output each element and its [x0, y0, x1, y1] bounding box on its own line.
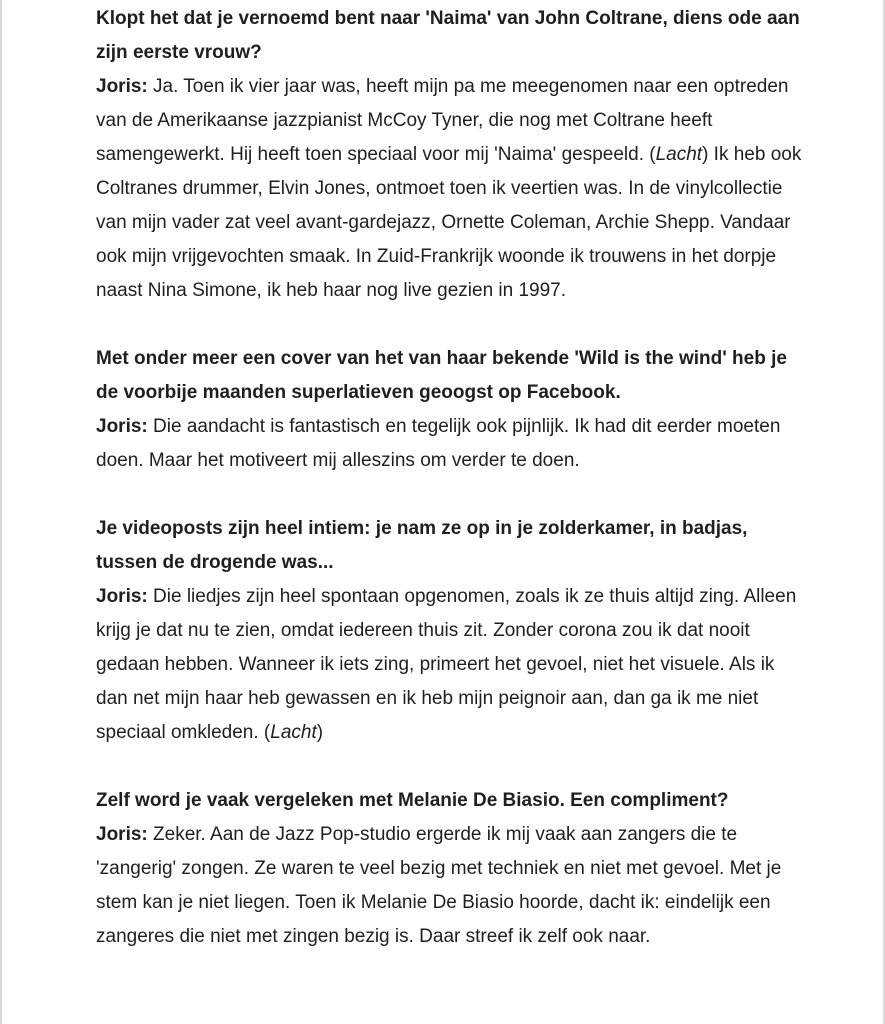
answer-text: )	[316, 722, 324, 743]
question-videoposts: Je videoposts zijn heel intiem: je nam ze op in je zolderkamer, in badjas, tussen de drogende was...	[96, 518, 748, 573]
answer-naima	[96, 70, 806, 308]
answer-text: Die liedjes zijn heel spontaan opgenomen, zoals ik ze thuis altijd zing. Alleen krijg je dat nu te zien, omdat iedereen thuis zit. Zonder corona zou ik dat nooit gedaan hebben. Wanneer ik iets zing, primeert het gevoel, niet het visuele. Als ik dan net mijn haar heb gewassen en ik heb mijn peignoir aan, dan ga ik me niet speciaal omkleden. (	[96, 586, 797, 743]
answer-videoposts	[96, 580, 806, 750]
answer-text: Zeker. Aan de Jazz Pop-studio ergerde ik mij vaak aan zangers die te 'zangerig' zongen. Ze waren te veel bezig met techniek en niet met gevoel. Met je stem kan je niet liegen. Toen ik Melanie De Biasio hoorde, dacht ik: eindelijk een zangeres die niet met zingen bezig is. Daar streef ik zelf ook naar.	[96, 824, 782, 947]
answer-text: Die aandacht is fantastisch en tegelijk ook pijnlijk. Ik had dit eerder moeten doen. Maar het motiveert mij alleszins om verder te doen.	[96, 416, 781, 471]
qa-block-videoposts	[96, 512, 806, 750]
answer-melanie-de-biasio	[96, 818, 806, 954]
qa-block-naima	[96, 2, 806, 308]
question-naima: Klopt het dat je vernoemd bent naar 'Naima' van John Coltrane, diens ode aan zijn eerste vrouw?	[96, 8, 800, 63]
qa-block-wild-is-the-wind	[96, 342, 806, 478]
speaker-label: Joris:	[96, 76, 148, 97]
question-melanie-de-biasio: Zelf word je vaak vergeleken met Melanie De Biasio. Een compliment?	[96, 790, 729, 811]
answer-text: Ja. Toen ik vier jaar was, heeft mijn pa me meegenomen naar een optreden van de Amerikaanse jazzpianist McCoy Tyner, die nog met Coltrane heeft samengewerkt. Hij heeft toen speciaal voor mij 'Naima' gespeeld. (	[96, 76, 789, 165]
speaker-label: Joris:	[96, 416, 148, 437]
left-border	[0, 0, 2, 1024]
answer-emphasis: Lacht	[270, 722, 317, 743]
interview-article	[96, 2, 806, 988]
speaker-label: Joris:	[96, 824, 148, 845]
question-wild-is-the-wind: Met onder meer een cover van het van haar bekende 'Wild is the wind' heb je de voorbije maanden superlatieven geoogst op Facebook.	[96, 348, 787, 403]
answer-wild-is-the-wind	[96, 410, 806, 478]
speaker-label: Joris:	[96, 586, 148, 607]
answer-emphasis: Lacht	[655, 144, 703, 165]
answer-text: ) Ik heb ook Coltranes drummer, Elvin Jones, ontmoet toen ik veertien was. In de vinylcollectie van mijn vader zat veel avant-gardejazz, Ornette Coleman, Archie Shepp. Vandaar ook mijn vrijgevochten smaak. In Zuid-Frankrijk woonde ik trouwens in het dorpje naast Nina Simone, ik heb haar nog live gezien in 1997.	[96, 144, 802, 301]
qa-block-melanie-de-biasio	[96, 784, 806, 954]
